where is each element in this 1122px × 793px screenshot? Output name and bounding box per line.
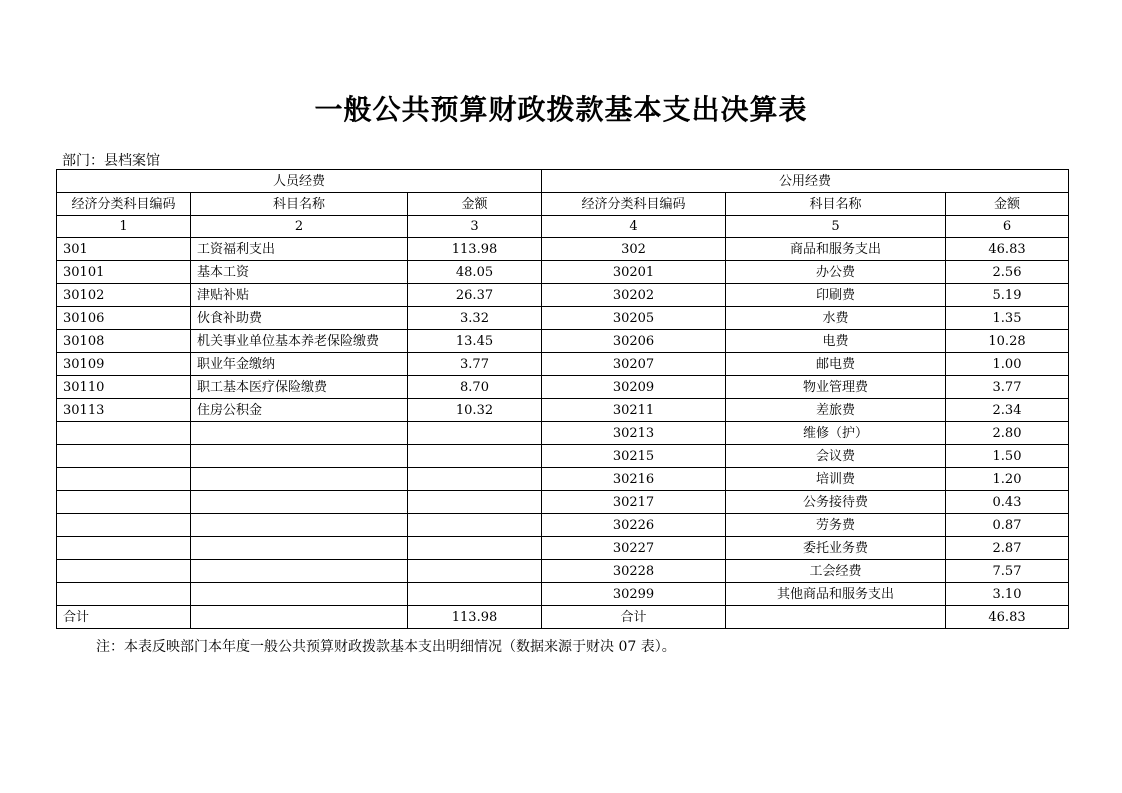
- total-amount-public: 46.83: [946, 606, 1069, 629]
- public-name-cell: 培训费: [726, 468, 946, 491]
- public-amount-cell: 2.80: [946, 422, 1069, 445]
- header-name-1: 科目名称: [191, 193, 408, 216]
- table-row: [57, 583, 1069, 606]
- index-5: 5: [726, 216, 946, 238]
- public-amount-cell: 2.87: [946, 537, 1069, 560]
- table-row: [57, 537, 1069, 560]
- public-name-cell: 维修（护）: [726, 422, 946, 445]
- public-name-cell: 委托业务费: [726, 537, 946, 560]
- public-code-cell: 30217: [542, 491, 726, 514]
- personnel-code-cell: 30102: [57, 284, 191, 307]
- index-2: 2: [191, 216, 408, 238]
- index-1: 1: [57, 216, 191, 238]
- personnel-code-cell: [57, 560, 191, 583]
- personnel-amount-cell: [408, 583, 542, 606]
- public-name-cell: 物业管理费: [726, 376, 946, 399]
- public-amount-cell: 46.83: [946, 238, 1069, 261]
- personnel-amount-cell: [408, 514, 542, 537]
- index-3: 3: [408, 216, 542, 238]
- public-code-cell: 302: [542, 238, 726, 261]
- public-code-cell: 30226: [542, 514, 726, 537]
- personnel-name-cell: 伙食补助费: [191, 307, 408, 330]
- table-row: [57, 261, 1069, 284]
- personnel-code-cell: 30106: [57, 307, 191, 330]
- personnel-amount-cell: [408, 491, 542, 514]
- public-code-cell: 30211: [542, 399, 726, 422]
- total-row: [57, 606, 1069, 629]
- total-label-personnel: 合计: [57, 606, 191, 629]
- expenditure-table: [56, 169, 1069, 629]
- public-code-cell: 30216: [542, 468, 726, 491]
- personnel-name-cell: 基本工资: [191, 261, 408, 284]
- public-code-cell: 30215: [542, 445, 726, 468]
- column-index-row: [57, 216, 1069, 238]
- public-amount-cell: 1.00: [946, 353, 1069, 376]
- total-empty-cell: [726, 606, 946, 629]
- index-4: 4: [542, 216, 726, 238]
- public-code-cell: 30228: [542, 560, 726, 583]
- index-6: 6: [946, 216, 1069, 238]
- header-name-2: 科目名称: [726, 193, 946, 216]
- public-amount-cell: 7.57: [946, 560, 1069, 583]
- header-code-2: 经济分类科目编码: [542, 193, 726, 216]
- personnel-amount-cell: 113.98: [408, 238, 542, 261]
- personnel-name-cell: 住房公积金: [191, 399, 408, 422]
- public-code-cell: 30202: [542, 284, 726, 307]
- personnel-code-cell: 301: [57, 238, 191, 261]
- public-name-cell: 印刷费: [726, 284, 946, 307]
- table-row: [57, 238, 1069, 261]
- personnel-name-cell: 职工基本医疗保险缴费: [191, 376, 408, 399]
- public-name-cell: 公务接待费: [726, 491, 946, 514]
- page-title: 一般公共预算财政拨款基本支出决算表: [314, 93, 808, 126]
- table-row: [57, 307, 1069, 330]
- public-amount-cell: 1.35: [946, 307, 1069, 330]
- table-row: [57, 560, 1069, 583]
- public-amount-cell: 3.10: [946, 583, 1069, 606]
- personnel-code-cell: 30113: [57, 399, 191, 422]
- public-amount-cell: 5.19: [946, 284, 1069, 307]
- table-row: [57, 445, 1069, 468]
- personnel-amount-cell: 3.32: [408, 307, 542, 330]
- table-row: [57, 399, 1069, 422]
- department-label: 部门：县档案馆: [62, 153, 160, 169]
- public-amount-cell: 0.43: [946, 491, 1069, 514]
- public-name-cell: 差旅费: [726, 399, 946, 422]
- personnel-name-cell: 工资福利支出: [191, 238, 408, 261]
- table-row: [57, 514, 1069, 537]
- footnote: 注：本表反映部门本年度一般公共预算财政拨款基本支出明细情况（数据来源于财决 07 表）。: [96, 639, 676, 655]
- personnel-name-cell: [191, 468, 408, 491]
- personnel-amount-cell: [408, 560, 542, 583]
- table-row: [57, 330, 1069, 353]
- personnel-amount-cell: 10.32: [408, 399, 542, 422]
- personnel-amount-cell: [408, 468, 542, 491]
- public-code-cell: 30213: [542, 422, 726, 445]
- header-amount-2: 金额: [946, 193, 1069, 216]
- personnel-name-cell: 津贴补贴: [191, 284, 408, 307]
- public-amount-cell: 2.34: [946, 399, 1069, 422]
- public-name-cell: 邮电费: [726, 353, 946, 376]
- personnel-amount-cell: [408, 422, 542, 445]
- header-amount-1: 金额: [408, 193, 542, 216]
- personnel-name-cell: [191, 422, 408, 445]
- public-name-cell: 劳务费: [726, 514, 946, 537]
- public-code-cell: 30227: [542, 537, 726, 560]
- personnel-name-cell: [191, 537, 408, 560]
- public-amount-cell: 2.56: [946, 261, 1069, 284]
- public-code-cell: 30299: [542, 583, 726, 606]
- personnel-amount-cell: 13.45: [408, 330, 542, 353]
- group-personnel: 人员经费: [57, 170, 542, 193]
- personnel-code-cell: [57, 468, 191, 491]
- personnel-name-cell: [191, 560, 408, 583]
- table-row: [57, 376, 1069, 399]
- public-amount-cell: 1.20: [946, 468, 1069, 491]
- table-row: [57, 284, 1069, 307]
- public-name-cell: 水费: [726, 307, 946, 330]
- personnel-code-cell: 30110: [57, 376, 191, 399]
- personnel-name-cell: [191, 491, 408, 514]
- total-empty-cell: [191, 606, 408, 629]
- public-name-cell: 会议费: [726, 445, 946, 468]
- header-code-1: 经济分类科目编码: [57, 193, 191, 216]
- public-code-cell: 30205: [542, 307, 726, 330]
- public-amount-cell: 0.87: [946, 514, 1069, 537]
- total-amount-personnel: 113.98: [408, 606, 542, 629]
- total-label-public: 合计: [542, 606, 726, 629]
- personnel-name-cell: [191, 583, 408, 606]
- public-name-cell: 商品和服务支出: [726, 238, 946, 261]
- personnel-amount-cell: [408, 537, 542, 560]
- table-row: [57, 491, 1069, 514]
- personnel-code-cell: 30108: [57, 330, 191, 353]
- public-amount-cell: 3.77: [946, 376, 1069, 399]
- personnel-code-cell: 30101: [57, 261, 191, 284]
- public-name-cell: 工会经费: [726, 560, 946, 583]
- table-row: [57, 422, 1069, 445]
- personnel-amount-cell: 3.77: [408, 353, 542, 376]
- public-amount-cell: 1.50: [946, 445, 1069, 468]
- personnel-amount-cell: 8.70: [408, 376, 542, 399]
- public-name-cell: 办公费: [726, 261, 946, 284]
- public-code-cell: 30206: [542, 330, 726, 353]
- personnel-name-cell: 职业年金缴纳: [191, 353, 408, 376]
- public-amount-cell: 10.28: [946, 330, 1069, 353]
- personnel-amount-cell: 26.37: [408, 284, 542, 307]
- personnel-amount-cell: 48.05: [408, 261, 542, 284]
- public-code-cell: 30201: [542, 261, 726, 284]
- group-public: 公用经费: [542, 170, 1069, 193]
- personnel-amount-cell: [408, 445, 542, 468]
- personnel-code-cell: [57, 422, 191, 445]
- public-code-cell: 30209: [542, 376, 726, 399]
- public-code-cell: 30207: [542, 353, 726, 376]
- personnel-name-cell: [191, 514, 408, 537]
- public-name-cell: 电费: [726, 330, 946, 353]
- personnel-code-cell: [57, 491, 191, 514]
- personnel-code-cell: [57, 583, 191, 606]
- personnel-code-cell: [57, 514, 191, 537]
- personnel-code-cell: [57, 445, 191, 468]
- table-row: [57, 353, 1069, 376]
- public-name-cell: 其他商品和服务支出: [726, 583, 946, 606]
- personnel-code-cell: 30109: [57, 353, 191, 376]
- personnel-code-cell: [57, 537, 191, 560]
- column-header-row: [57, 193, 1069, 216]
- personnel-name-cell: 机关事业单位基本养老保险缴费: [191, 330, 408, 353]
- group-header-row: [57, 170, 1069, 193]
- personnel-name-cell: [191, 445, 408, 468]
- table-row: [57, 468, 1069, 491]
